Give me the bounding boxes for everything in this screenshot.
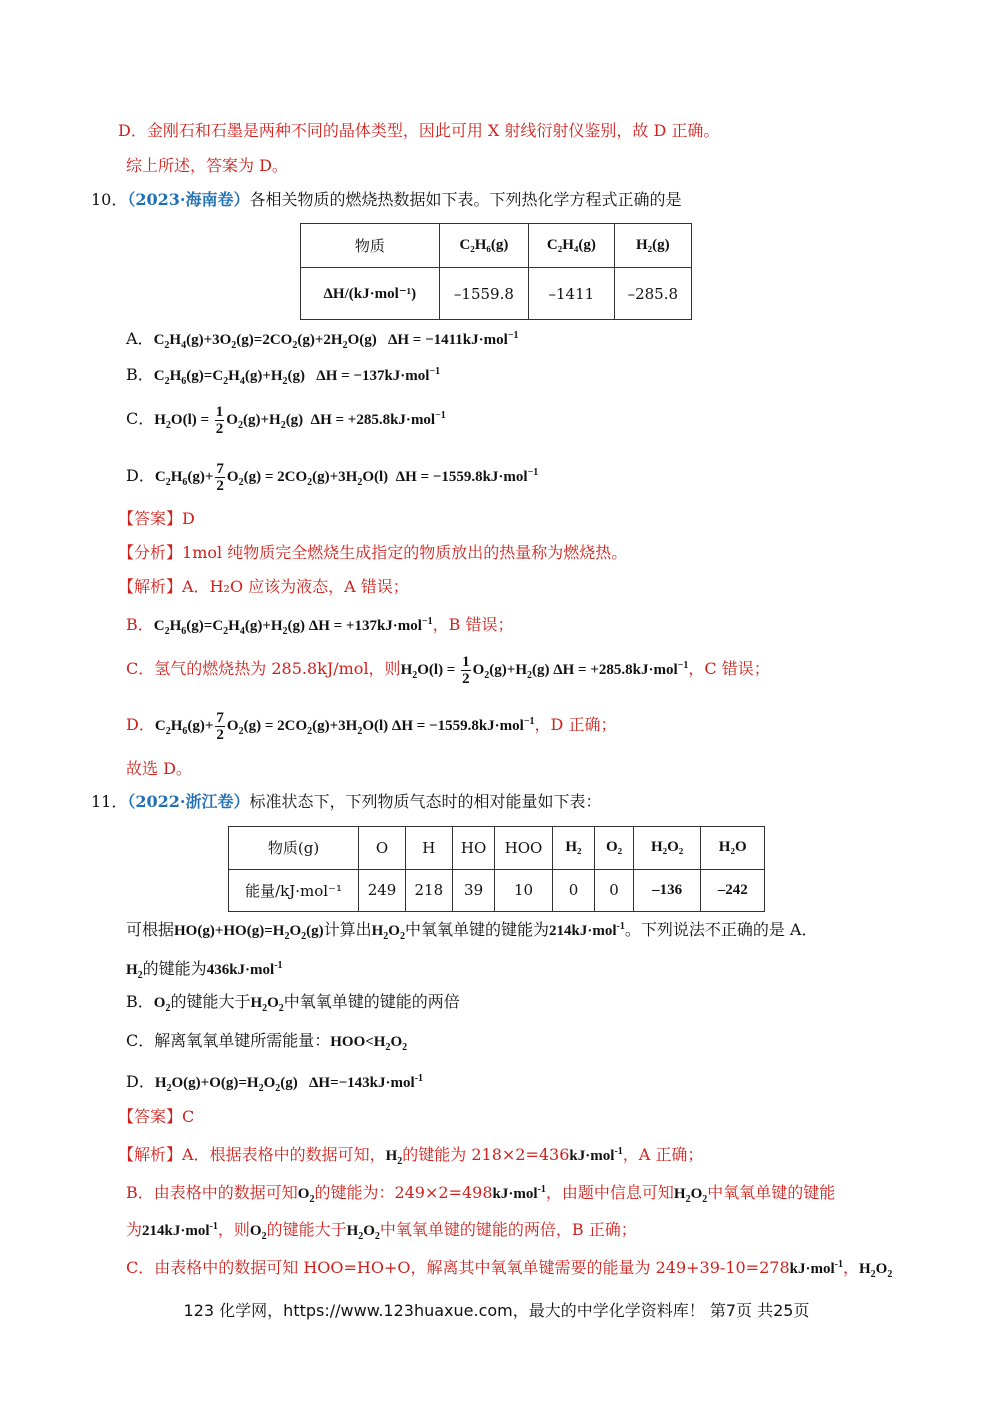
question-11-stem [91, 791, 602, 813]
q10-choose: 故选 D。 [126, 759, 192, 778]
q10-explain-c: C．氢气的燃烧热为 285.8kJ/mol，则$H_2O(l)$ = $\frac{1}{2}$ $O_2(g)+H_2(g) \Delta H = +285.8kJ\cdot mol^{-1}$，C 错误； [126, 654, 770, 688]
page-footer: 123 化学网，https://www.123huaxue.com，最大的中学化学资料库！ 第7页 共25页 [183, 1301, 810, 1320]
q10-explain-a: 【解析】A．H₂O 应该为液态，A 错误； [118, 577, 409, 596]
q11-stem-continued: 可根据$HO(g)+HO(g)=H_2O_2(g)$计算出$H_2O_2$中氧氧单键的键能为214kJ·mol$^{-1}$。下列说法不正确的是 A． [126, 920, 818, 942]
question-source: （2023·海南卷） [127, 190, 250, 209]
table-cell: H₂O₂ [633, 827, 701, 870]
equation: $C_2H_6(g)=C_2H_4(g)+H_2(g) \Delta H = -137kJ\cdot mol^{-1}$ [153, 366, 441, 387]
question-source: （2022·浙江卷） [127, 792, 250, 811]
q10-explain-d: D．$C_2H_6(g)+$ $\frac{7}{2}$ $O_2(g) = 2CO_2(g)+3H_2O(l) \Delta H = -1559.8kJ\cdot mol^{-1}$，D 正确； [126, 710, 617, 744]
table-cell: 能量/kJ·mol⁻¹ [229, 869, 359, 912]
table-cell: H₂O [701, 827, 765, 870]
table-cell: 物质(g) [229, 827, 359, 870]
q10-option-a[interactable]: A．$C_2H_4(g)+3O_2(g)=2CO_2(g)+2H_2O(g) \Delta H = -1411kJ\cdot mol^{-1}$ [126, 329, 519, 351]
table-cell: 0 [595, 869, 634, 912]
q10-answer: 【答案】D [118, 509, 195, 528]
table-cell: –1411 [529, 268, 614, 320]
table-cell: 249 [359, 869, 406, 912]
question-number: 11． [91, 792, 128, 811]
prev-option-d-explanation: D．金刚石和石墨是两种不同的晶体类型，因此可用 X 射线衍射仪鉴别，故 D 正确。 [118, 121, 720, 140]
table-cell: –242 [701, 869, 765, 912]
q11-answer: 【答案】C [118, 1107, 195, 1126]
q11-table [228, 826, 765, 912]
table-cell: –1559.8 [439, 268, 528, 320]
question-text: 标准状态下，下列物质气态时的相对能量如下表： [249, 792, 602, 811]
question-10-stem [91, 189, 682, 211]
equation: $C_2H_6(g)+$ $\frac{7}{2}$ $O_2(g) = 2CO_2(g)+3H_2O(l) \Delta H = -1559.8kJ\cdot mol^{-1}$ [154, 461, 539, 495]
q10-explain-b: B．$C_2H_6(g)=C_2H_4(g)+H_2(g) \Delta H = +137kJ\cdot mol^{-1}$，B 错误； [126, 615, 514, 637]
q11-option-b[interactable]: B．$O_2$的键能大于$H_2O_2$中氧氧单键的键能的两倍 [126, 992, 460, 1014]
table-cell: HOO [495, 827, 552, 870]
q11-option-c[interactable]: C．解离氧氧单键所需能量：$HOO<H_2O_2$ [126, 1031, 408, 1053]
q11-option-a[interactable]: $H_2$的键能为436kJ·mol$^{-1}$ [126, 959, 283, 981]
table-cell: H₂(g) [614, 224, 691, 268]
q10-option-c[interactable]: C．$H_2O(l)$ = $\frac{1}{2}$ $O_2(g)+H_2(g) \Delta H = +285.8kJ\cdot mol^{-1}$ [126, 404, 446, 438]
q11-explain-b: B．由表格中的数据可知$O_2$的键能为：249×2=498kJ·mol$^{-1}$，由题中信息可知$H_2O_2$中氧氧单键的键能 [126, 1183, 836, 1205]
table-cell: –136 [633, 869, 701, 912]
q11-explain-a: 【解析】A．根据表格中的数据可知，$H_2$的键能为 218×2=436kJ·mol$^{-1}$，A 正确； [118, 1145, 704, 1167]
table-cell: 218 [405, 869, 452, 912]
table-cell: HO [452, 827, 495, 870]
table-cell: –285.8 [614, 268, 691, 320]
equation: $C_2H_4(g)+3O_2(g)=2CO_2(g)+2H_2O(g) \Delta H = -1411kJ\cdot mol^{-1}$ [153, 330, 519, 351]
q11-explain-c: C．由表格中的数据可知 HOO=HO+O，解离其中氧氧单键需要的能量为 249+39-10=278kJ·mol$^{-1}$，$H_2O_2$ [126, 1258, 893, 1280]
question-text: 各相关物质的燃烧热数据如下表。下列热化学方程式正确的是 [249, 190, 682, 209]
table-cell: 39 [452, 869, 495, 912]
equation: $H_2O(l)$ = $\frac{1}{2}$ $O_2(g)+H_2(g) \Delta H = +285.8kJ\cdot mol^{-1}$ [154, 404, 446, 438]
table-cell: H₂ [552, 827, 595, 870]
prev-summary: 综上所述，答案为 D。 [126, 156, 288, 175]
table-cell: 物质 [301, 224, 440, 268]
table-cell: C₂H₆(g) [439, 224, 528, 268]
table-cell: H [405, 827, 452, 870]
q10-table [300, 223, 692, 320]
question-number: 10． [91, 190, 128, 209]
q11-option-d[interactable]: D．$H_2O(g)+O(g)=H_2O_2(g)$ ΔH=−143kJ·mol$^{-1}$ [126, 1072, 424, 1094]
table-cell: C₂H₄(g) [529, 224, 614, 268]
q10-analysis: 【分析】1mol 纯物质完全燃烧生成指定的物质放出的热量称为燃烧热。 [118, 543, 628, 562]
table-cell: 10 [495, 869, 552, 912]
q10-option-d[interactable]: D．$C_2H_6(g)+$ $\frac{7}{2}$ $O_2(g) = 2CO_2(g)+3H_2O(l) \Delta H = -1559.8kJ\cdot mol^{-1}$ [126, 461, 539, 495]
q11-explain-b-continued: 为214kJ·mol$^{-1}$，则$O_2$的键能大于$H_2O_2$中氧氧单键的键能的两倍，B 正确； [126, 1220, 637, 1242]
table-cell: O [359, 827, 406, 870]
q10-option-b[interactable]: B．$C_2H_6(g)=C_2H_4(g)+H_2(g) \Delta H = -137kJ\cdot mol^{-1}$ [126, 365, 441, 387]
table-cell: O₂ [595, 827, 634, 870]
table-cell: 0 [552, 869, 595, 912]
table-cell: ΔH/(kJ·mol⁻¹) [301, 268, 440, 320]
